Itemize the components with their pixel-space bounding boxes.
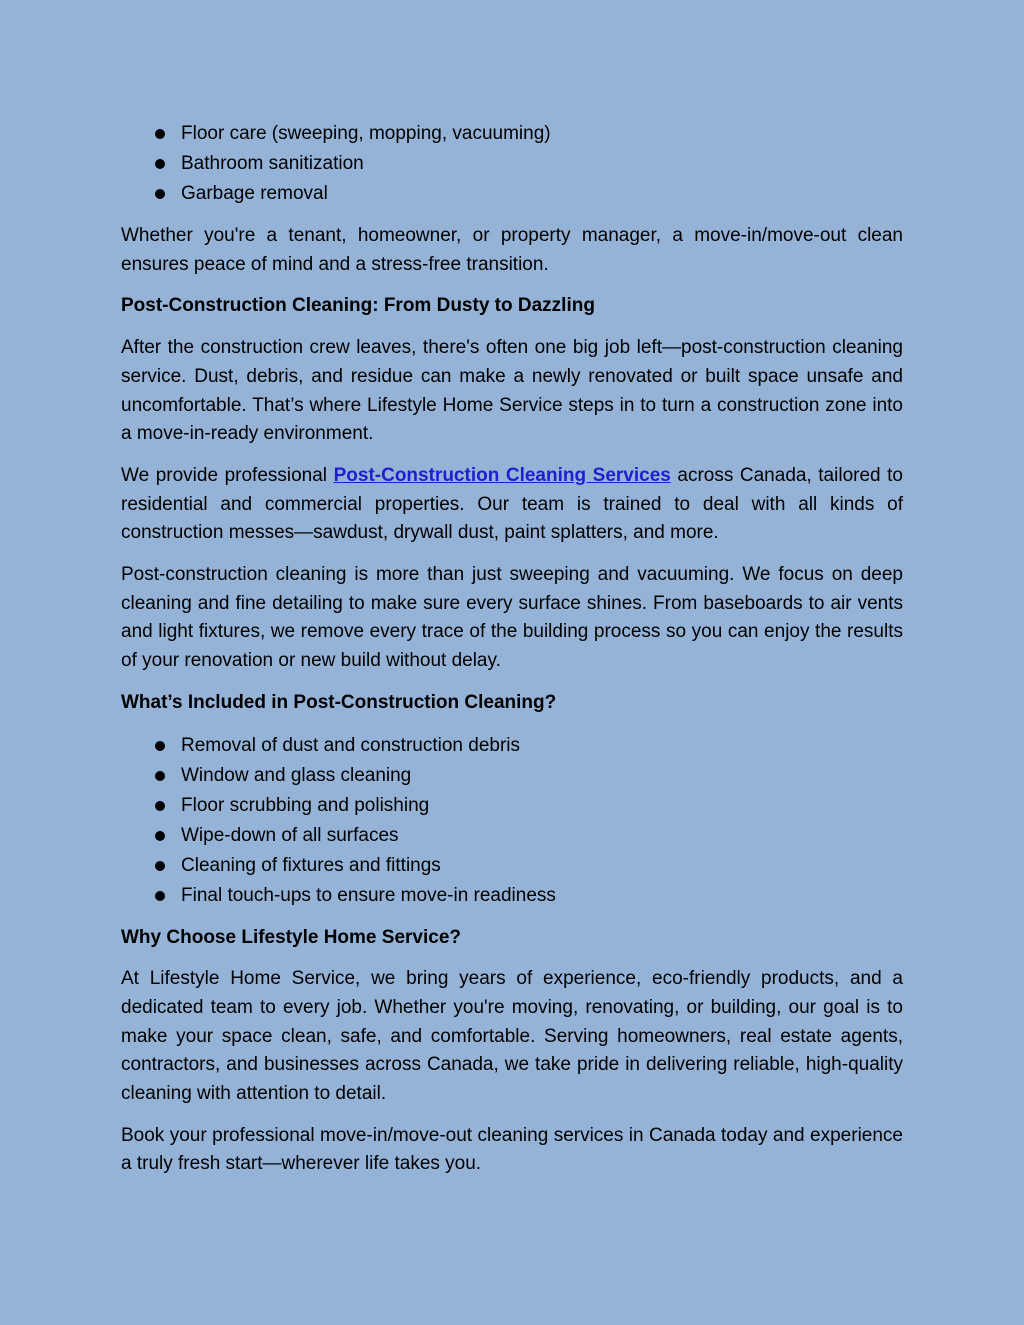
list-item-text: Cleaning of fixtures and fittings [181, 854, 441, 876]
bullet-icon [155, 159, 165, 169]
list-item-text: Window and glass cleaning [181, 764, 412, 786]
paragraph-we-provide [121, 462, 903, 548]
list-item-text: Floor scrubbing and polishing [181, 794, 430, 816]
bullet-icon [155, 891, 165, 901]
document-body [121, 119, 903, 1192]
list-item-text: Garbage removal [181, 183, 328, 204]
list-item [121, 791, 903, 821]
list-item [121, 821, 903, 851]
bullet-icon [155, 771, 165, 781]
heading-post-construction: Post-Construction Cleaning: From Dusty to Dazzling [121, 295, 595, 317]
paragraph-move-out: Whether you're a tenant, homeowner, or property manager, a move-in/move-out clean ensures peace of mind and a stress-free transition. [121, 225, 903, 275]
paragraph-text: across Canada, tailored to residential and commercial properties. Our team is trained to deal with all kinds of construction messes—sawdust, drywall dust, paint splatters, and more. [121, 464, 903, 544]
paragraph-text: We provide professional [121, 464, 334, 486]
post-construction-services-link[interactable]: Post-Construction Cleaning Services [333, 464, 671, 486]
heading-why-choose: Why Choose Lifestyle Home Service? [121, 926, 461, 948]
list-item [121, 149, 903, 179]
list-item [121, 881, 903, 911]
list-item-text: Removal of dust and construction debris [181, 734, 521, 756]
bullet-icon [155, 831, 165, 841]
paragraph-more-than-sweeping: Post-construction cleaning is more than just sweeping and vacuuming. We focus on deep cleaning and fine detailing to make sure every surface shines. From baseboards to air vents and light fixtures, we remove every trace of the building process so you can enjoy the results of your renovation or new build without delay. [121, 564, 903, 672]
list-item [121, 851, 903, 881]
bullet-icon [155, 129, 165, 139]
bullet-icon [155, 861, 165, 871]
paragraph-book: Book your professional move-in/move-out cleaning services in Canada today and experience a truly fresh start—wherever life takes you. [121, 1124, 903, 1175]
list-item-text: Bathroom sanitization [181, 153, 364, 174]
list-item [121, 731, 903, 761]
paragraph-why-choose: At Lifestyle Home Service, we bring years of experience, eco-friendly products, and a dedicated team to every job. Whether you're moving, renovating, or building, our goal is to make your space clean, safe, and comfortable. Serving homeowners, real estate agents, contractors, and businesses across Canada, we take pride in delivering reliable, high-quality cleaning with attention to detail. [121, 968, 903, 1105]
heading-whats-included: What’s Included in Post-Construction Cleaning? [121, 691, 557, 713]
bullet-icon [155, 801, 165, 811]
list-item [121, 761, 903, 791]
included-list [121, 731, 903, 911]
list-item [121, 179, 903, 209]
list-item [121, 119, 903, 149]
list-item-text: Wipe-down of all surfaces [181, 824, 399, 846]
bullet-icon [155, 189, 165, 199]
list-item-text: Final touch-ups to ensure move-in readiness [181, 884, 556, 906]
bullet-icon [155, 741, 165, 751]
paragraph-after-construction: After the construction crew leaves, there's often one big job left—post-construction cleaning service. Dust, debris, and residue can make a newly renovated or built space unsafe and uncomfortable. That’s where Lifestyle Home Service steps in to turn a construction zone into a move-in-ready environment. [121, 337, 903, 445]
list-item-text: Floor care (sweeping, mopping, vacuuming) [181, 123, 551, 144]
services-list [121, 119, 903, 209]
